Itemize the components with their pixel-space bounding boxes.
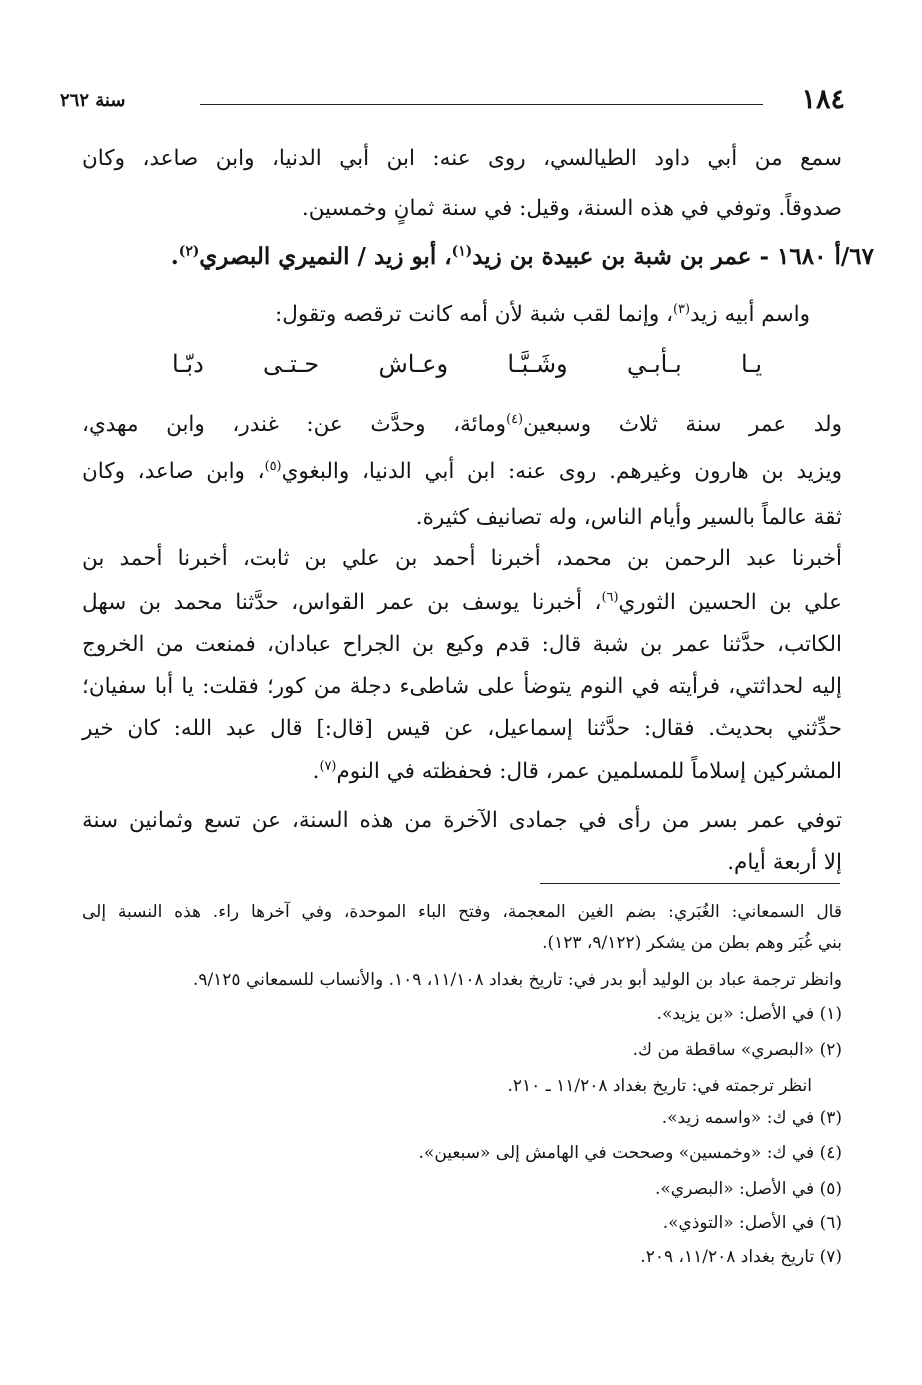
verse-word: بـأبـي [626, 350, 682, 378]
verse-word: وعـاش [378, 350, 449, 378]
footnote-line: (٥) في الأصل: «البصري». [654, 1179, 842, 1199]
text-line-14: توفي عمر بسر من رأى في جمادى الآخرة من هذه السنة، عن تسع وثمانين سنة [82, 808, 842, 833]
text-line-8: أخبرنا عبد الرحمن بن محمد، أخبرنا أحمد بن علي بن ثابت، أخبرنا أحمد بن [82, 546, 842, 571]
footnote-line: (٢) «البصري» ساقطة من ك. [632, 1040, 842, 1060]
footnote-rule [540, 883, 840, 884]
text-line-10: الكاتب، حدَّثنا عمر بن شبة قال: قدم وكيع بن الجراح عبادان، فمنعت من الخروج [82, 632, 842, 657]
poetry-verse [172, 350, 762, 378]
footnote-line: انظر ترجمته في: تاريخ بغداد ١١/٢٠٨ ـ ٢١٠. [507, 1076, 812, 1096]
text-segment: ويزيد بن هارون وغيرهم. روى عنه: ابن أبي الدنيا، والبغوي [281, 459, 842, 485]
verse-word: يـا [740, 350, 762, 378]
verse-word: حـتـى [263, 350, 320, 378]
footnote-ref: (١) [451, 243, 473, 260]
text-line-9 [82, 590, 842, 617]
text-segment: ، وإنما لقب شبة لأن أمه كانت ترقصه وتقول: [275, 302, 674, 328]
text-line-6 [82, 459, 842, 486]
text-line-12: حدِّثني بحديث. فقال: حدَّثنا إسماعيل، عن قيس [قال:] قال عبد الله: كان خير [82, 716, 842, 741]
text-line-2: صدوقاً. وتوفي في هذه السنة، وقيل: في سنة ثمانٍ وخمسين. [301, 196, 842, 221]
text-line-11: إليه لحداثتي، فرأيته في النوم يتوضأ على شاطىء دجلة من كور؛ فقلت: يا أبا سفيان؛ [82, 674, 842, 699]
text-line-7: ثقة عالماً بالسير وأيام الناس، وله تصانيف كثيرة. [415, 505, 842, 530]
text-segment: واسم أبيه زيد [690, 302, 810, 328]
text-line-5 [82, 412, 842, 439]
text-segment: . [312, 759, 320, 785]
biography-entry-heading [171, 243, 874, 272]
text-segment: المشركين إسلاماً للمسلمين عمر، قال: فحفظته في النوم [336, 759, 842, 785]
entry-number: ١٦٨٠ [777, 243, 827, 270]
entry-name-rest: ، أبو زيد / النميري البصري [199, 243, 452, 270]
text-line-1: سمع من أبي داود الطيالسي، روى عنه: ابن أبي الدنيا، وابن صاعد، وكان [82, 146, 842, 171]
footnote-line: بني غُبَر وهم بطن من يشكر (٩/١٢٢، ١٢٣). [542, 933, 842, 953]
text-segment: ، أخبرنا يوسف بن عمر القواس، حدَّثنا محمد بن سهل [82, 590, 602, 616]
text-line-15: إلا أربعة أيام. [727, 850, 842, 875]
entry-name: - عمر بن شبة بن عبيدة بن زيد [472, 243, 770, 270]
footnote-line: (١) في الأصل: «بن يزيد». [656, 1004, 842, 1024]
footnote-ref: (٤) [506, 412, 524, 427]
text-segment: علي بن الحسين الثوري [618, 590, 842, 616]
footnote-line: وانظر ترجمة عباد بن الوليد أبو بدر في: تاريخ بغداد ١١/١٠٨، ١٠٩. والأنساب للسمعاني ٩/١٢٥. [192, 970, 842, 990]
footnote-line: (٧) تاريخ بغداد ١١/٢٠٨، ٢٠٩. [640, 1247, 842, 1267]
footnote-ref: (٦) [601, 590, 619, 605]
verse-word: دبّـا [172, 350, 204, 378]
text-line-4 [275, 302, 810, 329]
footnote-ref: (٢) [178, 243, 200, 260]
text-segment: ، وابن صاعد، وكان [82, 459, 265, 485]
text-segment: ومائة، وحدَّث عن: غندر، وابن مهدي، [82, 412, 507, 438]
footnote-ref: (٣) [673, 302, 691, 317]
text-line-13 [313, 759, 842, 786]
header-rule [200, 104, 763, 105]
footnote-line: قال السمعاني: الغُبَري: بضم الغين المعجمة، وفتح الباء الموحدة، وفي آخرها راء. هذه النسبة إلى [82, 902, 842, 922]
page-number: ١٨٤ [801, 84, 845, 115]
text-segment: ولد عمر سنة ثلاث وسبعين [523, 412, 842, 438]
footnote-ref: (٥) [264, 459, 282, 474]
footnote-line: (٦) في الأصل: «التوذي». [662, 1213, 842, 1233]
running-head: سنة ٢٦٢ [60, 90, 126, 111]
verse-word: وشَـبَّـا [507, 350, 568, 378]
footnote-ref: (٧) [319, 759, 337, 774]
folio-marker: ٦٧/أ [834, 243, 874, 270]
entry-end: . [170, 243, 179, 270]
page-header [60, 82, 845, 122]
footnote-line: (٤) في ك: «وخمسين» وصححت في الهامش إلى «سبعين». [418, 1143, 842, 1163]
footnote-line: (٣) في ك: «واسمه زيد». [661, 1108, 842, 1128]
